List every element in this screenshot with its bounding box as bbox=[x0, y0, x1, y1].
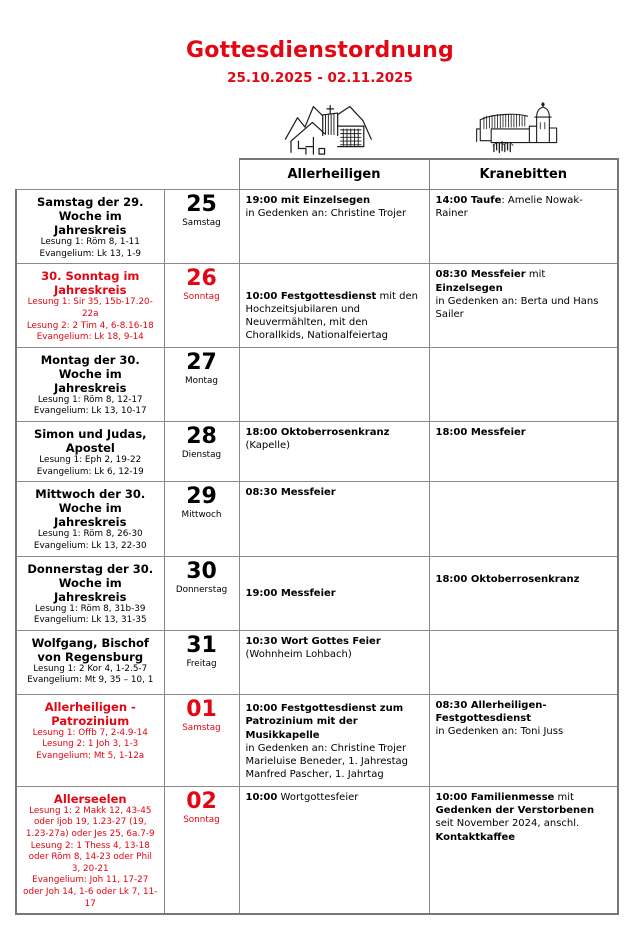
date-number: 31 bbox=[186, 632, 217, 658]
date-number: 29 bbox=[186, 484, 217, 510]
date-number: 27 bbox=[186, 349, 217, 375]
day-title: Wolfgang, Bischof von Regensburg bbox=[31, 635, 149, 664]
allerheiligen-sketch-box bbox=[238, 100, 428, 156]
day-cell bbox=[16, 630, 164, 694]
weekday-label: Samstag bbox=[182, 218, 221, 228]
event-paragraph bbox=[246, 768, 423, 781]
weekday-label: Sonntag bbox=[183, 814, 220, 825]
day-cell bbox=[16, 694, 164, 786]
event-text: 18:00 Oktoberrosenkranz bbox=[245, 427, 390, 438]
date-cell bbox=[164, 482, 239, 556]
event-text: 10:30 Wort Gottes Feier bbox=[245, 635, 381, 647]
event-text: 10:00 bbox=[245, 791, 278, 803]
event-paragraph bbox=[246, 290, 423, 343]
allerheiligen-cell bbox=[239, 264, 429, 347]
kranebitten-cell bbox=[429, 630, 618, 694]
schedule-table bbox=[15, 158, 619, 915]
reading-line: Lesung 1: Röm 8, 26-30 bbox=[37, 529, 143, 540]
reading-line: Evangelium: Lk 13, 31-35 bbox=[33, 615, 147, 626]
reading-line: Evangelium: Lk 13, 10-17 bbox=[33, 406, 147, 417]
kranebitten-cell bbox=[429, 786, 618, 914]
event-text: 08:30 Messfeier bbox=[245, 487, 336, 499]
date-cell bbox=[164, 347, 239, 421]
day-cell bbox=[16, 556, 164, 630]
kranebitten-sketch-box bbox=[428, 100, 617, 156]
schedule-row bbox=[16, 694, 618, 786]
event-text: mit den Hochzeitsjubilaren und Neuvermählten, mit den Chorallkids, Nationalfeiertag bbox=[245, 290, 418, 342]
column-header-kranebitten: Kranebitten bbox=[429, 159, 618, 190]
date-number: 02 bbox=[186, 788, 217, 814]
date-cell bbox=[164, 190, 239, 264]
day-title: 30. Sonntag im Jahreskreis bbox=[41, 269, 140, 298]
weekday-label: Freitag bbox=[186, 658, 217, 669]
reading-line: Lesung 1: 2 Makk 12, 43-45 oder Ijob 19, 1.23-27 (19, 1.23-27a) oder Jes 25, 6a.7-9 bbox=[25, 805, 155, 840]
day-cell bbox=[16, 482, 164, 556]
church-sketches bbox=[15, 98, 617, 156]
event-paragraph bbox=[246, 486, 423, 499]
reading-line: Lesung 1: Röm 8, 31b-39 bbox=[35, 603, 146, 614]
kranebitten-church-sketch bbox=[473, 100, 573, 156]
event-text: 08:30 Messfeier bbox=[435, 269, 526, 281]
event-text: Marieluise Beneder, 1. Jahrestag bbox=[245, 756, 408, 768]
kranebitten-cell bbox=[429, 482, 618, 556]
allerheiligen-cell bbox=[239, 190, 429, 264]
event-text: 19:00 mit Einzelsegen bbox=[245, 195, 371, 206]
date-cell bbox=[164, 422, 239, 482]
date-number: 26 bbox=[186, 266, 217, 292]
event-text: in Gedenken an: Toni Juss bbox=[435, 726, 564, 738]
allerheiligen-cell bbox=[239, 482, 429, 556]
weekday-label: Samstag bbox=[182, 722, 221, 733]
kranebitten-cell bbox=[429, 694, 618, 786]
event-text: (Wohnheim Lohbach) bbox=[245, 649, 352, 661]
schedule-body bbox=[16, 190, 618, 915]
allerheiligen-cell bbox=[239, 694, 429, 786]
event-text: in Gedenken an: Berta und Hans Sailer bbox=[435, 295, 599, 321]
day-title: Mittwoch der 30. Woche im Jahreskreis bbox=[35, 487, 146, 530]
reading-line: Lesung 1: Röm 8, 1-11 bbox=[40, 237, 140, 248]
event-text: 10:00 Festgottesdienst zum Patrozinium mit der Musikkapelle bbox=[245, 703, 404, 741]
allerheiligen-cell bbox=[239, 347, 429, 421]
weekday-label: Dienstag bbox=[181, 450, 222, 460]
event-paragraph bbox=[436, 573, 612, 586]
reading-line: Lesung 1: Sir 35, 15b-17.20-22a bbox=[27, 297, 153, 319]
event-text: mit bbox=[525, 269, 546, 281]
schedule-row bbox=[16, 347, 618, 421]
weekday-label: Montag bbox=[185, 375, 218, 386]
event-text: (Kapelle) bbox=[245, 440, 291, 452]
allerheiligen-cell bbox=[239, 630, 429, 694]
event-text: Kontaktkaffee bbox=[435, 831, 516, 843]
event-text: Einzelsegen bbox=[435, 282, 503, 294]
day-cell bbox=[16, 190, 164, 264]
schedule-row bbox=[16, 556, 618, 630]
date-cell bbox=[164, 786, 239, 914]
allerheiligen-cell bbox=[239, 422, 429, 482]
event-paragraph bbox=[436, 268, 612, 295]
reading-line: Lesung 2: 1 Thess 4, 13-18 oder Röm 8, 14-23 oder Phil 3, 20-21 bbox=[28, 840, 152, 874]
event-paragraph bbox=[246, 702, 423, 742]
reading-line: Lesung 2: 1 Joh 3, 1-3 bbox=[42, 739, 139, 750]
reading-line: Lesung 1: Röm 8, 12-17 bbox=[37, 394, 143, 405]
reading-line: Lesung 2: 2 Tim 4, 6-8.16-18 bbox=[26, 320, 154, 331]
weekday-label: Donnerstag bbox=[175, 584, 228, 595]
event-text: 10:00 Festgottesdienst bbox=[245, 290, 377, 302]
day-title: Samstag der 29. Woche im Jahreskreis bbox=[37, 195, 144, 238]
schedule-row bbox=[16, 482, 618, 556]
schedule-row bbox=[16, 786, 618, 914]
kranebitten-cell bbox=[429, 264, 618, 347]
event-paragraph bbox=[246, 791, 423, 804]
header-spacer bbox=[164, 159, 239, 190]
event-paragraph bbox=[246, 426, 423, 439]
event-paragraph bbox=[246, 742, 423, 755]
event-text: 18:00 Messfeier bbox=[435, 427, 526, 438]
event-paragraph bbox=[246, 755, 423, 768]
event-paragraph bbox=[246, 648, 423, 661]
schedule-row bbox=[16, 630, 618, 694]
day-cell bbox=[16, 264, 164, 347]
event-text: : Amelie Nowak-Rainer bbox=[435, 195, 583, 220]
date-number: 30 bbox=[186, 558, 217, 584]
kranebitten-cell bbox=[429, 422, 618, 482]
event-paragraph bbox=[246, 587, 423, 600]
reading-line: Evangelium: Mt 5, 1-12a bbox=[36, 751, 145, 762]
day-cell bbox=[16, 347, 164, 421]
reading-line: Evangelium: Lk 18, 9-14 bbox=[36, 332, 144, 343]
day-title: Allerseelen bbox=[53, 791, 127, 806]
schedule-row bbox=[16, 190, 618, 264]
kranebitten-cell bbox=[429, 347, 618, 421]
date-cell bbox=[164, 630, 239, 694]
event-text: 14:00 Taufe bbox=[435, 195, 502, 206]
kranebitten-cell bbox=[429, 556, 618, 630]
reading-line: Lesung 1: Offb 7, 2-4.9-14 bbox=[32, 727, 148, 738]
day-title: Montag der 30. Woche im Jahreskreis bbox=[40, 352, 140, 395]
event-text: in Gedenken an: Christine Trojer bbox=[245, 742, 407, 754]
weekday-label: Mittwoch bbox=[181, 510, 222, 521]
date-number: 28 bbox=[186, 424, 217, 449]
event-paragraph bbox=[246, 635, 423, 648]
event-paragraph bbox=[436, 295, 612, 322]
weekday-label: Sonntag bbox=[183, 292, 220, 303]
allerheiligen-church-sketch bbox=[281, 100, 385, 156]
day-title: Donnerstag der 30. Woche im Jahreskreis bbox=[27, 561, 154, 604]
date-cell bbox=[164, 556, 239, 630]
table-header-row bbox=[16, 159, 618, 190]
header-spacer bbox=[16, 159, 164, 190]
event-paragraph bbox=[436, 426, 612, 439]
day-cell bbox=[16, 786, 164, 914]
day-cell bbox=[16, 422, 164, 482]
reading-line: Evangelium: Mt 9, 35 – 10, 1 bbox=[27, 675, 154, 686]
schedule-row bbox=[16, 264, 618, 347]
event-paragraph bbox=[246, 194, 423, 207]
reading-line: Lesung 1: 2 Kor 4, 1-2.5-7 bbox=[33, 663, 148, 674]
event-text: mit bbox=[554, 791, 574, 803]
event-paragraph bbox=[436, 194, 612, 221]
event-paragraph bbox=[246, 439, 423, 452]
column-header-allerheiligen: Allerheiligen bbox=[239, 159, 429, 190]
event-text: in Gedenken an: Christine Trojer bbox=[245, 208, 407, 220]
date-number: 25 bbox=[186, 192, 217, 217]
event-paragraph bbox=[246, 207, 423, 220]
reading-line: Evangelium: Lk 6, 12-19 bbox=[36, 466, 144, 477]
kranebitten-cell bbox=[429, 190, 618, 264]
date-cell bbox=[164, 694, 239, 786]
event-paragraph bbox=[436, 699, 612, 726]
day-title: Simon und Judas, Apostel bbox=[33, 427, 147, 456]
page-title: Gottesdienstordnung bbox=[186, 38, 454, 63]
reading-line: Evangelium: Lk 13, 1-9 bbox=[39, 248, 141, 259]
event-text: 08:30 Allerheiligen-Festgottesdienst bbox=[435, 699, 547, 725]
reading-line: Evangelium: Joh 11, 17-27 oder Joh 14, 1-6 oder Lk 7, 11-17 bbox=[23, 875, 158, 909]
day-title: Allerheiligen - Patrozinium bbox=[44, 699, 136, 728]
reading-line: Lesung 1: Eph 2, 19-22 bbox=[39, 455, 142, 466]
schedule-row bbox=[16, 422, 618, 482]
event-text: 19:00 Messfeier bbox=[245, 588, 336, 599]
allerheiligen-cell bbox=[239, 786, 429, 914]
date-cell bbox=[164, 264, 239, 347]
date-range: 25.10.2025 - 02.11.2025 bbox=[227, 70, 413, 86]
event-text: Gedenken der Verstorbenen bbox=[435, 805, 595, 817]
event-text: seit November 2024, anschl. bbox=[435, 818, 580, 830]
event-text: Wortgottesfeier bbox=[277, 791, 359, 803]
event-text: 18:00 Oktoberrosenkranz bbox=[435, 573, 580, 585]
reading-line: Evangelium: Lk 13, 22-30 bbox=[33, 540, 147, 551]
event-paragraph bbox=[436, 791, 612, 844]
event-text: Manfred Pascher, 1. Jahrtag bbox=[245, 769, 384, 781]
event-text: 10:00 Familienmesse bbox=[435, 791, 555, 803]
allerheiligen-cell bbox=[239, 556, 429, 630]
event-paragraph bbox=[436, 725, 612, 738]
date-number: 01 bbox=[186, 696, 217, 722]
